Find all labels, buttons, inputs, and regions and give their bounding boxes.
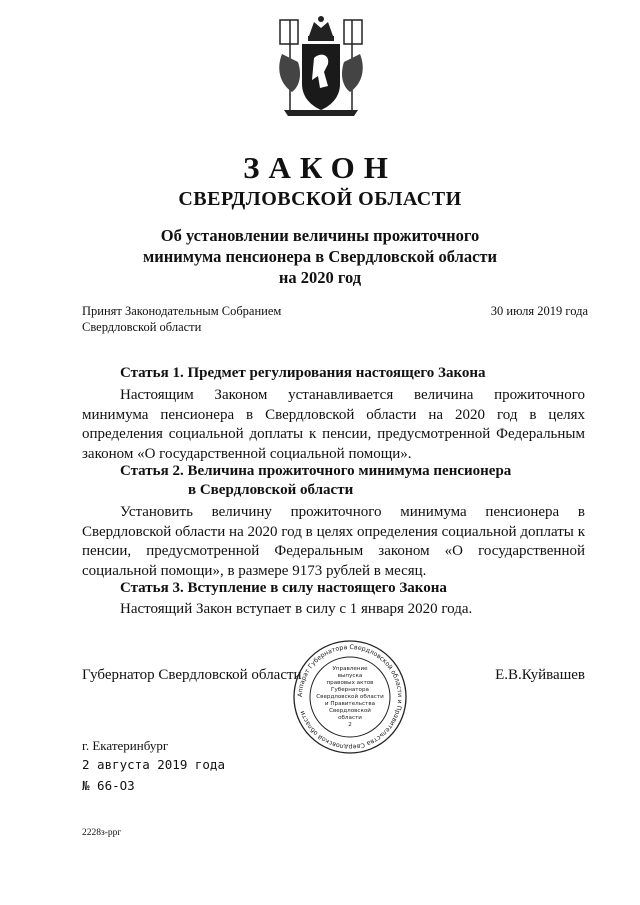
stamp-ring-text: Аппарат Губернатора Свердловской области и Правительства Свердловской области [296,643,404,751]
article-3-text: Настоящий Закон вступает в силу с 1 января 2020 года. [120,601,473,617]
city-of-signing: г. Екатеринбург [82,738,169,753]
document-title: ЗАКОН [243,150,397,185]
article-1-heading: Статья 1. Предмет регулирования настоящего Закона [120,365,486,381]
stamp-center-line: выпуска [337,673,363,679]
stamp-center-line: Свердловской области [316,694,384,700]
adoption-line-2: Свердловской области [82,320,202,334]
law-subject-heading [0,225,640,288]
coat-of-arms-emblem [274,14,368,118]
article-3-heading: Статья 3. Вступление в силу настоящего Закона [120,580,447,596]
official-stamp [291,638,409,756]
document-subtitle: СВЕРДЛОВСКОЙ ОБЛАСТИ [178,188,462,210]
subject-line-1: Об установлении величины прожиточного [160,226,480,245]
adoption-note [82,303,281,335]
governor-position: Губернатор Свердловской области [82,667,302,683]
stamp-center-line: Свердловской [329,708,371,714]
article-1-text: Настоящим Законом устанавливается величина прожиточного минимума пенсионера в Свердловской области на 2020 год в целях определения социальной доплаты к пенсии, предусмотренной Федеральным законом «О государственной социальной помощи». [82,387,585,462]
subject-line-3: на 2020 год [278,268,362,287]
stamp-center-line: и Правительства [324,701,376,707]
adoption-line-1: Принят Законодательным Собранием [82,304,282,318]
subject-line-2: минимума пенсионера в Свердловской области [142,247,498,266]
article-2-heading [120,462,511,500]
stamp-center-line: Губернатора [331,687,369,693]
stamp-center-line: 2 [348,722,352,728]
article-2-heading-line-2: в Свердловской области [188,482,354,498]
registry-code: 2228з-ррг [82,828,122,838]
law-number: № 66-ОЗ [82,778,135,793]
signing-date: 2 августа 2019 года [82,757,225,772]
adoption-date: 30 июля 2019 года [490,304,588,318]
governor-name: Е.В.Куйвашев [495,667,585,683]
article-2-heading-line-1: Статья 2. Величина прожиточного минимума пенсионера [120,463,512,479]
stamp-center-line: области [338,715,362,721]
stamp-center-line: правовых актов [326,680,374,686]
stamp-center-line: Управление [332,666,368,672]
article-2-text: Установить величину прожиточного минимума пенсионера в Свердловской области на 2020 год в целях определения социальной доплаты к пенсии, предусмотренной Федеральным законом «О государственной социальной помощи», в размере 9173 рублей в месяц. [82,504,585,579]
